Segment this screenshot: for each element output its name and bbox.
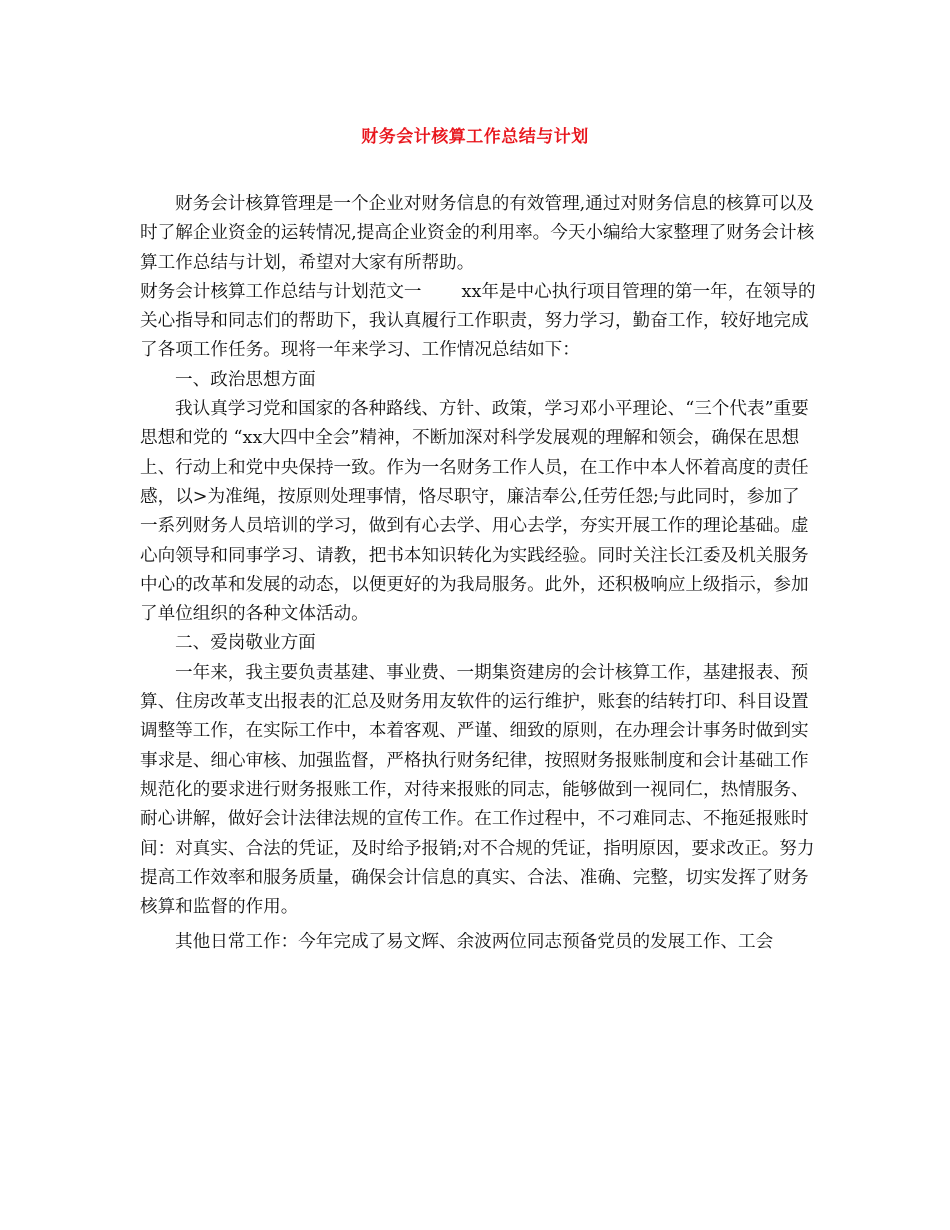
sample-heading: 财务会计核算工作总结与计划范文一	[140, 281, 422, 302]
section1-paragraph: 我认真学习党和国家的各种路线、方针、政策，学习邓小平理论、“三个代表”重要思想和党的 “xx大四中全会”精神，不断加深对科学发展观的理解和领会，确保在思想上、行动上和党中央保持一致。作为一名财务工作人员，在工作中本人怀着高度的责任感，以>为准绳，按原则处理事情，恪尽职守，廉洁奉公,任劳任怨;与此同时，参加了一系列财务人员培训的学习，做到有心去学、用心去学，夯实开展工作的理论基础。虚心向领导和同事学习、请教，把书本知识转化为实践经验。同时关注长江委及机关服务中心的改革和发展的动态，以便更好的为我局服务。此外，还积极响应上级指示，参加了单位组织的各种文体活动。	[140, 399, 809, 625]
sample-opening: xx年是中心执行项目管理的第一年，在领导的关心指导和同志们的帮助下，我认真履行工作职责，努力学习，勤奋工作，较好地完成了各项工作任务。现将一年来学习、工作情况总结如下：	[140, 281, 816, 361]
section1-heading: 一、政治思想方面	[175, 369, 316, 390]
section2-heading: 二、爱岗敬业方面	[175, 633, 316, 654]
intro-paragraph: 财务会计核算管理是一个企业对财务信息的有效管理,通过对财务信息的核算可以及时了解企业资金的运转情况,提高企业资金的利用率。今天小编给大家整理了财务会计核算工作总结与计划，希望对大家有所帮助。	[140, 194, 815, 273]
other-work-paragraph: 其他日常工作：今年完成了易文辉、余波两位同志预备党员的发展工作、工会	[175, 932, 774, 953]
sample-paragraph	[140, 278, 816, 366]
document-body	[140, 190, 816, 958]
document-title: 财务会计核算工作总结与计划	[361, 127, 589, 147]
section2-paragraph: 一年来，我主要负责基建、事业费、一期集资建房的会计核算工作，基建报表、预算、住房改革支出报表的汇总及财务用友软件的运行维护，账套的结转打印、科目设置调整等工作，在实际工作中，本着客观、严谨、细致的原则，在办理会计事务时做到实事求是、细心审核、加强监督，严格执行财务纪律，按照财务报账制度和会计基础工作规范化的要求进行财务报账工作，对待来报账的同志，能够做到一视同仁，热情服务、耐心讲解，做好会计法律法规的宣传工作。在工作过程中，不刁难同志、不拖延报账时间：对真实、合法的凭证，及时给予报销;对不合规的凭证，指明原因，要求改正。努力提高工作效率和服务质量，确保会计信息的真实、合法、准确、完整，切实发挥了财务核算和监督的作用。	[140, 662, 815, 918]
